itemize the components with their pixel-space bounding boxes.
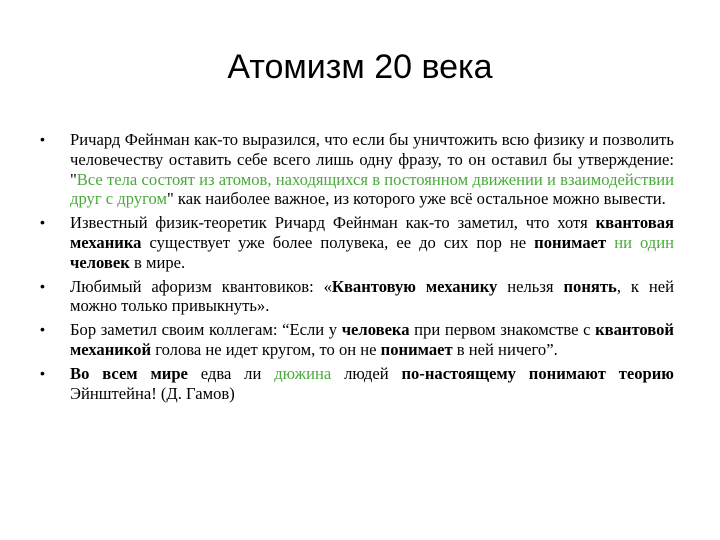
bold-text: понимает	[534, 232, 607, 252]
bold-text: квантовой механикой	[70, 320, 674, 359]
bullet-icon: •	[40, 277, 45, 294]
bullet-item	[40, 364, 674, 404]
text-run: , к ней можно только привыкнуть».	[70, 276, 674, 316]
highlight-text: дюжина	[274, 363, 332, 383]
bullet-icon: •	[40, 214, 45, 231]
text-run	[606, 233, 614, 252]
bold-text: Квантовую механику	[331, 276, 498, 296]
highlight-text: ни один	[614, 232, 674, 252]
text-run: нельзя	[497, 276, 564, 296]
bold-text: понять	[563, 276, 617, 296]
text-run: в ней ничего”.	[452, 339, 558, 359]
bullet-item	[40, 320, 674, 360]
bullet-icon: •	[40, 364, 45, 381]
text-run: едва ли	[187, 363, 275, 383]
bold-text: человека	[341, 320, 410, 340]
bold-text: по-настоящему понимают теорию	[401, 363, 674, 383]
text-run: при первом знакомстве с	[409, 320, 596, 340]
text-run: Ричард Фейнман как-то выразился, что если бы уничтожить всю физику и позволить человечеству оставить себе всего лишь одну фразу, то он оставил бы утверждение: "	[70, 130, 674, 189]
text-run: Любимый афоризм квантовиков: «	[70, 276, 332, 296]
text-run: в мире.	[129, 252, 186, 272]
bold-text: понимает	[380, 339, 453, 359]
text-run: Эйнштейна! (Д. Гамов)	[70, 383, 235, 403]
text-run: Бор заметил своим коллегам: “Если у	[70, 320, 342, 340]
bullet-icon: •	[40, 131, 45, 147]
text-run: голова не идет кругом, то он не	[151, 339, 381, 359]
bold-text: Во всем мире	[70, 363, 188, 383]
text-run: людей	[331, 363, 402, 383]
slide-title: Атомизм 20 века	[227, 48, 493, 86]
text-run: " как наиболее важное, из которого уже всё остальное можно вывести.	[166, 189, 666, 209]
text-run: существует уже более полувека, ее до сих пор не	[141, 232, 535, 252]
bullet-icon: •	[40, 321, 45, 338]
bullet-item	[40, 213, 674, 272]
text-run: Известный физик-теоретик Ричард Фейнман как-то заметил, что хотя	[70, 213, 596, 233]
bold-text: человек	[70, 252, 130, 272]
bold-text: квантовая механика	[70, 213, 674, 252]
bullet-item	[40, 130, 674, 209]
bullet-list	[40, 130, 674, 407]
highlight-text: Все тела состоят из атомов, находящихся в постоянном движении и взаимодействии друг с другом	[70, 169, 674, 209]
bullet-item	[40, 277, 674, 317]
